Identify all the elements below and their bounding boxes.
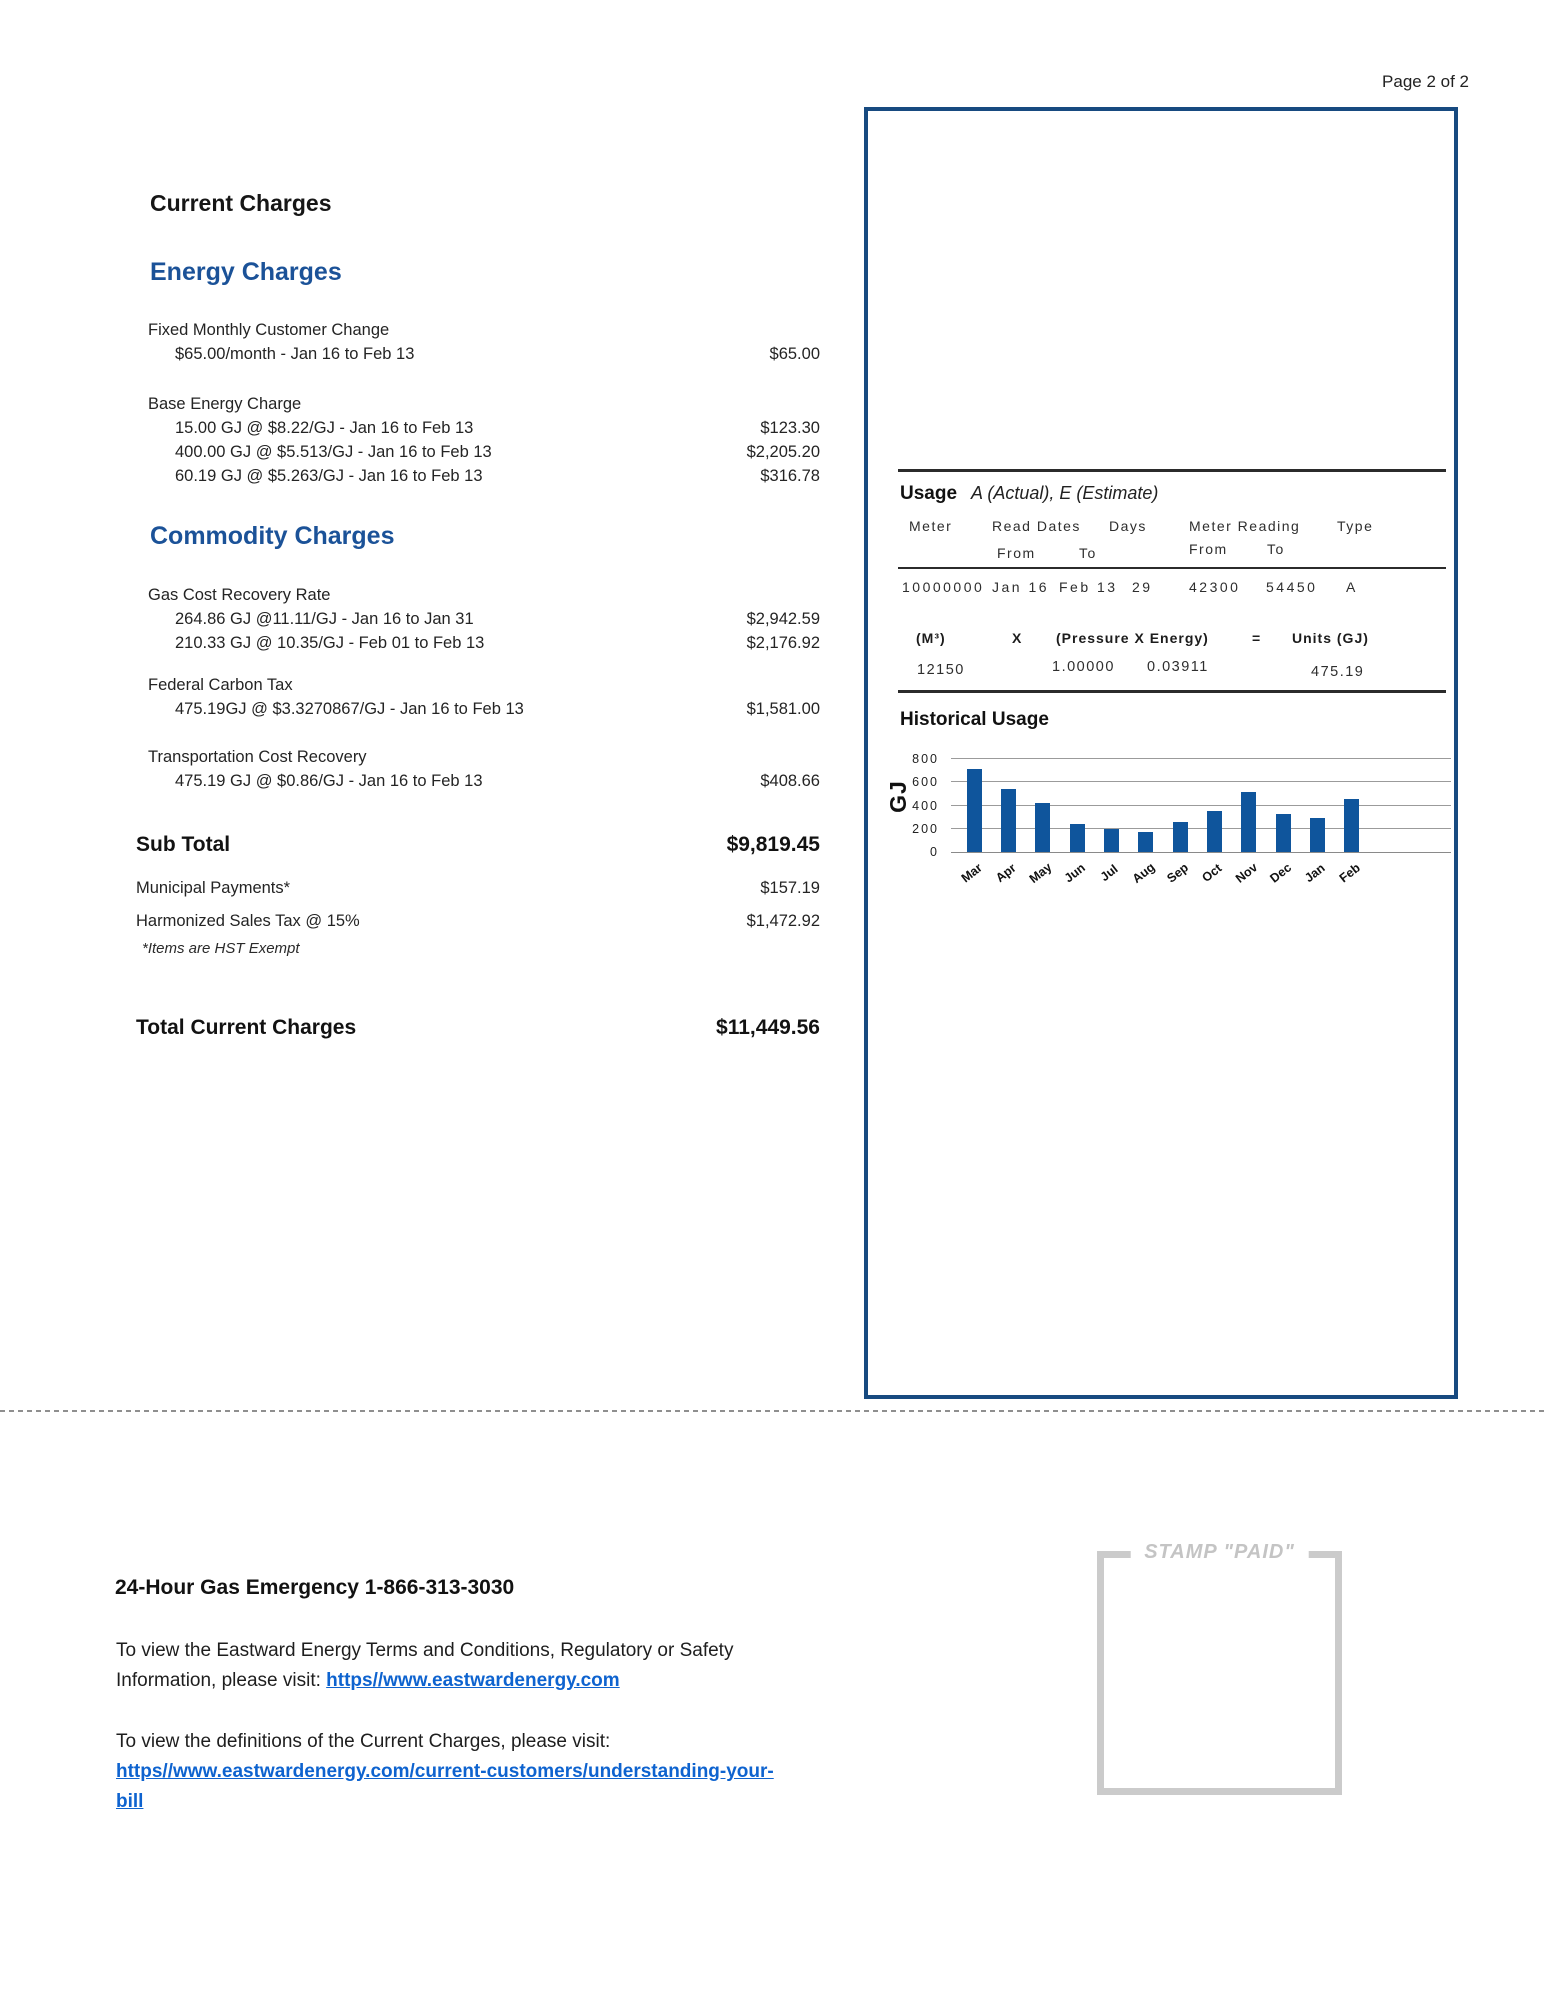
reading-to-value: 54450 bbox=[1266, 579, 1318, 595]
charge-desc: 15.00 GJ @ $8.22/GJ - Jan 16 to Feb 13 bbox=[175, 419, 474, 437]
bar-dec bbox=[1276, 814, 1291, 852]
charge-amount: $123.30 bbox=[760, 419, 820, 437]
terms-link[interactable]: https//www.eastwardenergy.com bbox=[326, 1670, 620, 1691]
charge-amount: $2,176.92 bbox=[746, 634, 820, 652]
read-to: Feb 13 bbox=[1059, 579, 1118, 595]
charge-desc: 264.86 GJ @11.11/GJ - Jan 16 to Jan 31 bbox=[175, 610, 474, 628]
charge-label: Base Energy Charge bbox=[148, 395, 302, 413]
gridline bbox=[951, 781, 1451, 782]
bar-sep bbox=[1173, 822, 1188, 852]
col-pressure-energy: (Pressure X Energy) bbox=[1056, 630, 1209, 646]
municipal-row bbox=[136, 879, 820, 898]
gridline bbox=[951, 805, 1451, 806]
rule-mid bbox=[898, 567, 1446, 569]
bar-column bbox=[1232, 759, 1266, 886]
energy-factor-value: 0.03911 bbox=[1147, 659, 1209, 675]
charge-group-transportation bbox=[148, 745, 820, 793]
bar-oct bbox=[1207, 811, 1222, 852]
usage-subtitle: A (Actual), E (Estimate) bbox=[971, 483, 1159, 503]
charge-desc: 60.19 GJ @ $5.263/GJ - Jan 16 to Feb 13 bbox=[175, 467, 483, 485]
x-tick-label: Oct bbox=[1199, 861, 1225, 885]
m3-value: 12150 bbox=[917, 662, 965, 678]
sub-total-amount: $9,819.45 bbox=[726, 833, 820, 856]
x-tick-label: Sep bbox=[1164, 860, 1192, 886]
bar-column bbox=[1163, 759, 1197, 886]
total-current-charges-row bbox=[136, 1016, 820, 1040]
col-m3: (M³) bbox=[916, 630, 946, 646]
y-tick-label: 800 bbox=[912, 752, 939, 766]
definitions-link[interactable]: https//www.eastwardenergy.com/current-customers/understanding-your-bill bbox=[116, 1761, 774, 1812]
charge-label: Fixed Monthly Customer Change bbox=[148, 321, 390, 339]
page-number: Page 2 of 2 bbox=[1382, 72, 1469, 91]
hst-exempt-note: *Items are HST Exempt bbox=[142, 940, 300, 957]
municipal-label: Municipal Payments* bbox=[136, 879, 291, 897]
charge-label: Gas Cost Recovery Rate bbox=[148, 586, 331, 604]
bar-aug bbox=[1138, 832, 1153, 852]
gas-emergency-heading: 24-Hour Gas Emergency 1-866-313-3030 bbox=[115, 1576, 515, 1599]
charge-amount: $408.66 bbox=[760, 772, 820, 790]
col-meter: Meter bbox=[909, 518, 953, 534]
x-tick-label: Mar bbox=[958, 860, 986, 886]
col-meter-reading: Meter Reading bbox=[1189, 518, 1301, 534]
bar-jul bbox=[1104, 829, 1119, 852]
historical-usage-plot bbox=[912, 752, 1451, 887]
tear-off-divider bbox=[0, 1410, 1545, 1412]
x-tick-label: Jul bbox=[1098, 861, 1122, 885]
hst-row bbox=[136, 912, 820, 931]
hst-label: Harmonized Sales Tax @ 15% bbox=[136, 912, 360, 930]
charge-desc: 400.00 GJ @ $5.513/GJ - Jan 16 to Feb 13 bbox=[175, 443, 492, 461]
bars bbox=[957, 759, 1369, 887]
energy-charges-heading: Energy Charges bbox=[150, 258, 342, 286]
charge-amount: $1,581.00 bbox=[746, 700, 820, 718]
charge-label: Federal Carbon Tax bbox=[148, 676, 293, 694]
bar-column bbox=[1094, 759, 1128, 885]
charge-desc: 475.19 GJ @ $0.86/GJ - Jan 16 to Feb 13 bbox=[175, 772, 483, 790]
days-value: 29 bbox=[1132, 579, 1153, 595]
municipal-amount: $157.19 bbox=[760, 879, 820, 897]
gridline bbox=[951, 758, 1451, 759]
x-tick-label: Feb bbox=[1336, 860, 1363, 886]
charge-desc: 475.19GJ @ $3.3270867/GJ - Jan 16 to Feb 13 bbox=[175, 700, 524, 718]
pressure-factor-value: 1.00000 bbox=[1052, 659, 1115, 675]
bar-column bbox=[1197, 759, 1231, 885]
reading-from-value: 42300 bbox=[1189, 579, 1241, 595]
meter-number: 10000000 bbox=[902, 579, 985, 595]
commodity-charges-heading: Commodity Charges bbox=[150, 522, 395, 550]
charge-group-fixed-monthly bbox=[148, 318, 820, 366]
y-tick-label: 200 bbox=[912, 821, 939, 836]
units-gj-value: 475.19 bbox=[1311, 664, 1365, 680]
charge-amount: $65.00 bbox=[769, 345, 820, 363]
stamp-paid-box bbox=[1097, 1541, 1342, 1795]
definitions-text: To view the definitions of the Current Charges, please visit: bbox=[116, 1731, 611, 1752]
sub-total-row bbox=[136, 833, 820, 857]
charge-amount: $2,942.59 bbox=[746, 610, 820, 628]
x-tick-label: Apr bbox=[993, 860, 1020, 886]
y-tick-label: 0 bbox=[930, 845, 939, 859]
x-tick-label: Jan bbox=[1302, 860, 1329, 886]
read-from: Jan 16 bbox=[992, 579, 1050, 595]
charge-amount: $2,205.20 bbox=[746, 443, 820, 461]
bar-mar bbox=[967, 769, 982, 852]
bar-column bbox=[1266, 759, 1300, 886]
col-to: To bbox=[1079, 545, 1097, 561]
col-type: Type bbox=[1337, 518, 1374, 534]
usage-panel bbox=[864, 107, 1458, 1399]
bar-column bbox=[957, 759, 991, 886]
bar-column bbox=[1026, 759, 1060, 887]
total-label: Total Current Charges bbox=[136, 1016, 357, 1039]
bar-jun bbox=[1070, 824, 1085, 852]
col-days: Days bbox=[1109, 518, 1147, 534]
usage-title-row bbox=[900, 483, 1158, 505]
col-x: X bbox=[1012, 630, 1023, 646]
charge-label: Transportation Cost Recovery bbox=[148, 748, 367, 766]
charge-group-carbon-tax bbox=[148, 673, 820, 721]
sub-total-label: Sub Total bbox=[136, 833, 231, 856]
rule-bottom bbox=[898, 690, 1446, 693]
x-tick-label: Dec bbox=[1267, 860, 1295, 886]
bar-nov bbox=[1241, 792, 1256, 852]
bar-may bbox=[1035, 803, 1050, 852]
hst-amount: $1,472.92 bbox=[746, 912, 820, 930]
gridline bbox=[951, 828, 1451, 829]
charge-desc: $65.00/month - Jan 16 to Feb 13 bbox=[175, 345, 415, 363]
col-from: From bbox=[997, 545, 1036, 561]
charge-group-gas-cost bbox=[148, 583, 820, 655]
y-axis-label: GJ bbox=[884, 780, 911, 813]
terms-paragraph bbox=[116, 1636, 741, 1696]
bar-jan bbox=[1310, 818, 1325, 852]
col-reading-to: To bbox=[1267, 541, 1285, 557]
charge-desc: 210.33 GJ @ 10.35/GJ - Feb 01 to Feb 13 bbox=[175, 634, 485, 652]
col-read-dates: Read Dates bbox=[992, 518, 1081, 534]
col-equals: = bbox=[1252, 630, 1262, 646]
total-amount: $11,449.56 bbox=[716, 1016, 820, 1039]
charge-amount: $316.78 bbox=[760, 467, 820, 485]
usage-title: Usage bbox=[900, 483, 958, 504]
historical-usage-title: Historical Usage bbox=[900, 709, 1049, 730]
bar-column bbox=[1300, 759, 1334, 886]
stamp-paid-label: STAMP "PAID" bbox=[1130, 1541, 1309, 1564]
y-tick-label: 600 bbox=[912, 775, 939, 790]
rule-top bbox=[898, 469, 1446, 472]
definitions-paragraph bbox=[116, 1727, 796, 1817]
col-reading-from: From bbox=[1189, 541, 1228, 557]
x-tick-label: May bbox=[1026, 859, 1055, 887]
bar-column bbox=[991, 759, 1025, 886]
x-tick-label: Aug bbox=[1129, 859, 1158, 887]
col-units-gj: Units (GJ) bbox=[1292, 630, 1369, 646]
bar-apr bbox=[1001, 789, 1016, 852]
x-tick-label: Nov bbox=[1232, 860, 1261, 886]
x-tick-label: Jun bbox=[1061, 860, 1088, 886]
type-value: A bbox=[1346, 579, 1358, 595]
bar-column bbox=[1335, 759, 1369, 886]
terms-text: To view the Eastward Energy Terms and Conditions, Regulatory or Safety Information, please visit: bbox=[116, 1640, 734, 1691]
current-charges-title: Current Charges bbox=[150, 190, 332, 216]
bar-column bbox=[1060, 759, 1094, 886]
bar-feb bbox=[1344, 799, 1359, 852]
bar-column bbox=[1129, 759, 1163, 887]
y-tick-label: 400 bbox=[912, 798, 939, 813]
charge-group-base-energy bbox=[148, 392, 820, 488]
